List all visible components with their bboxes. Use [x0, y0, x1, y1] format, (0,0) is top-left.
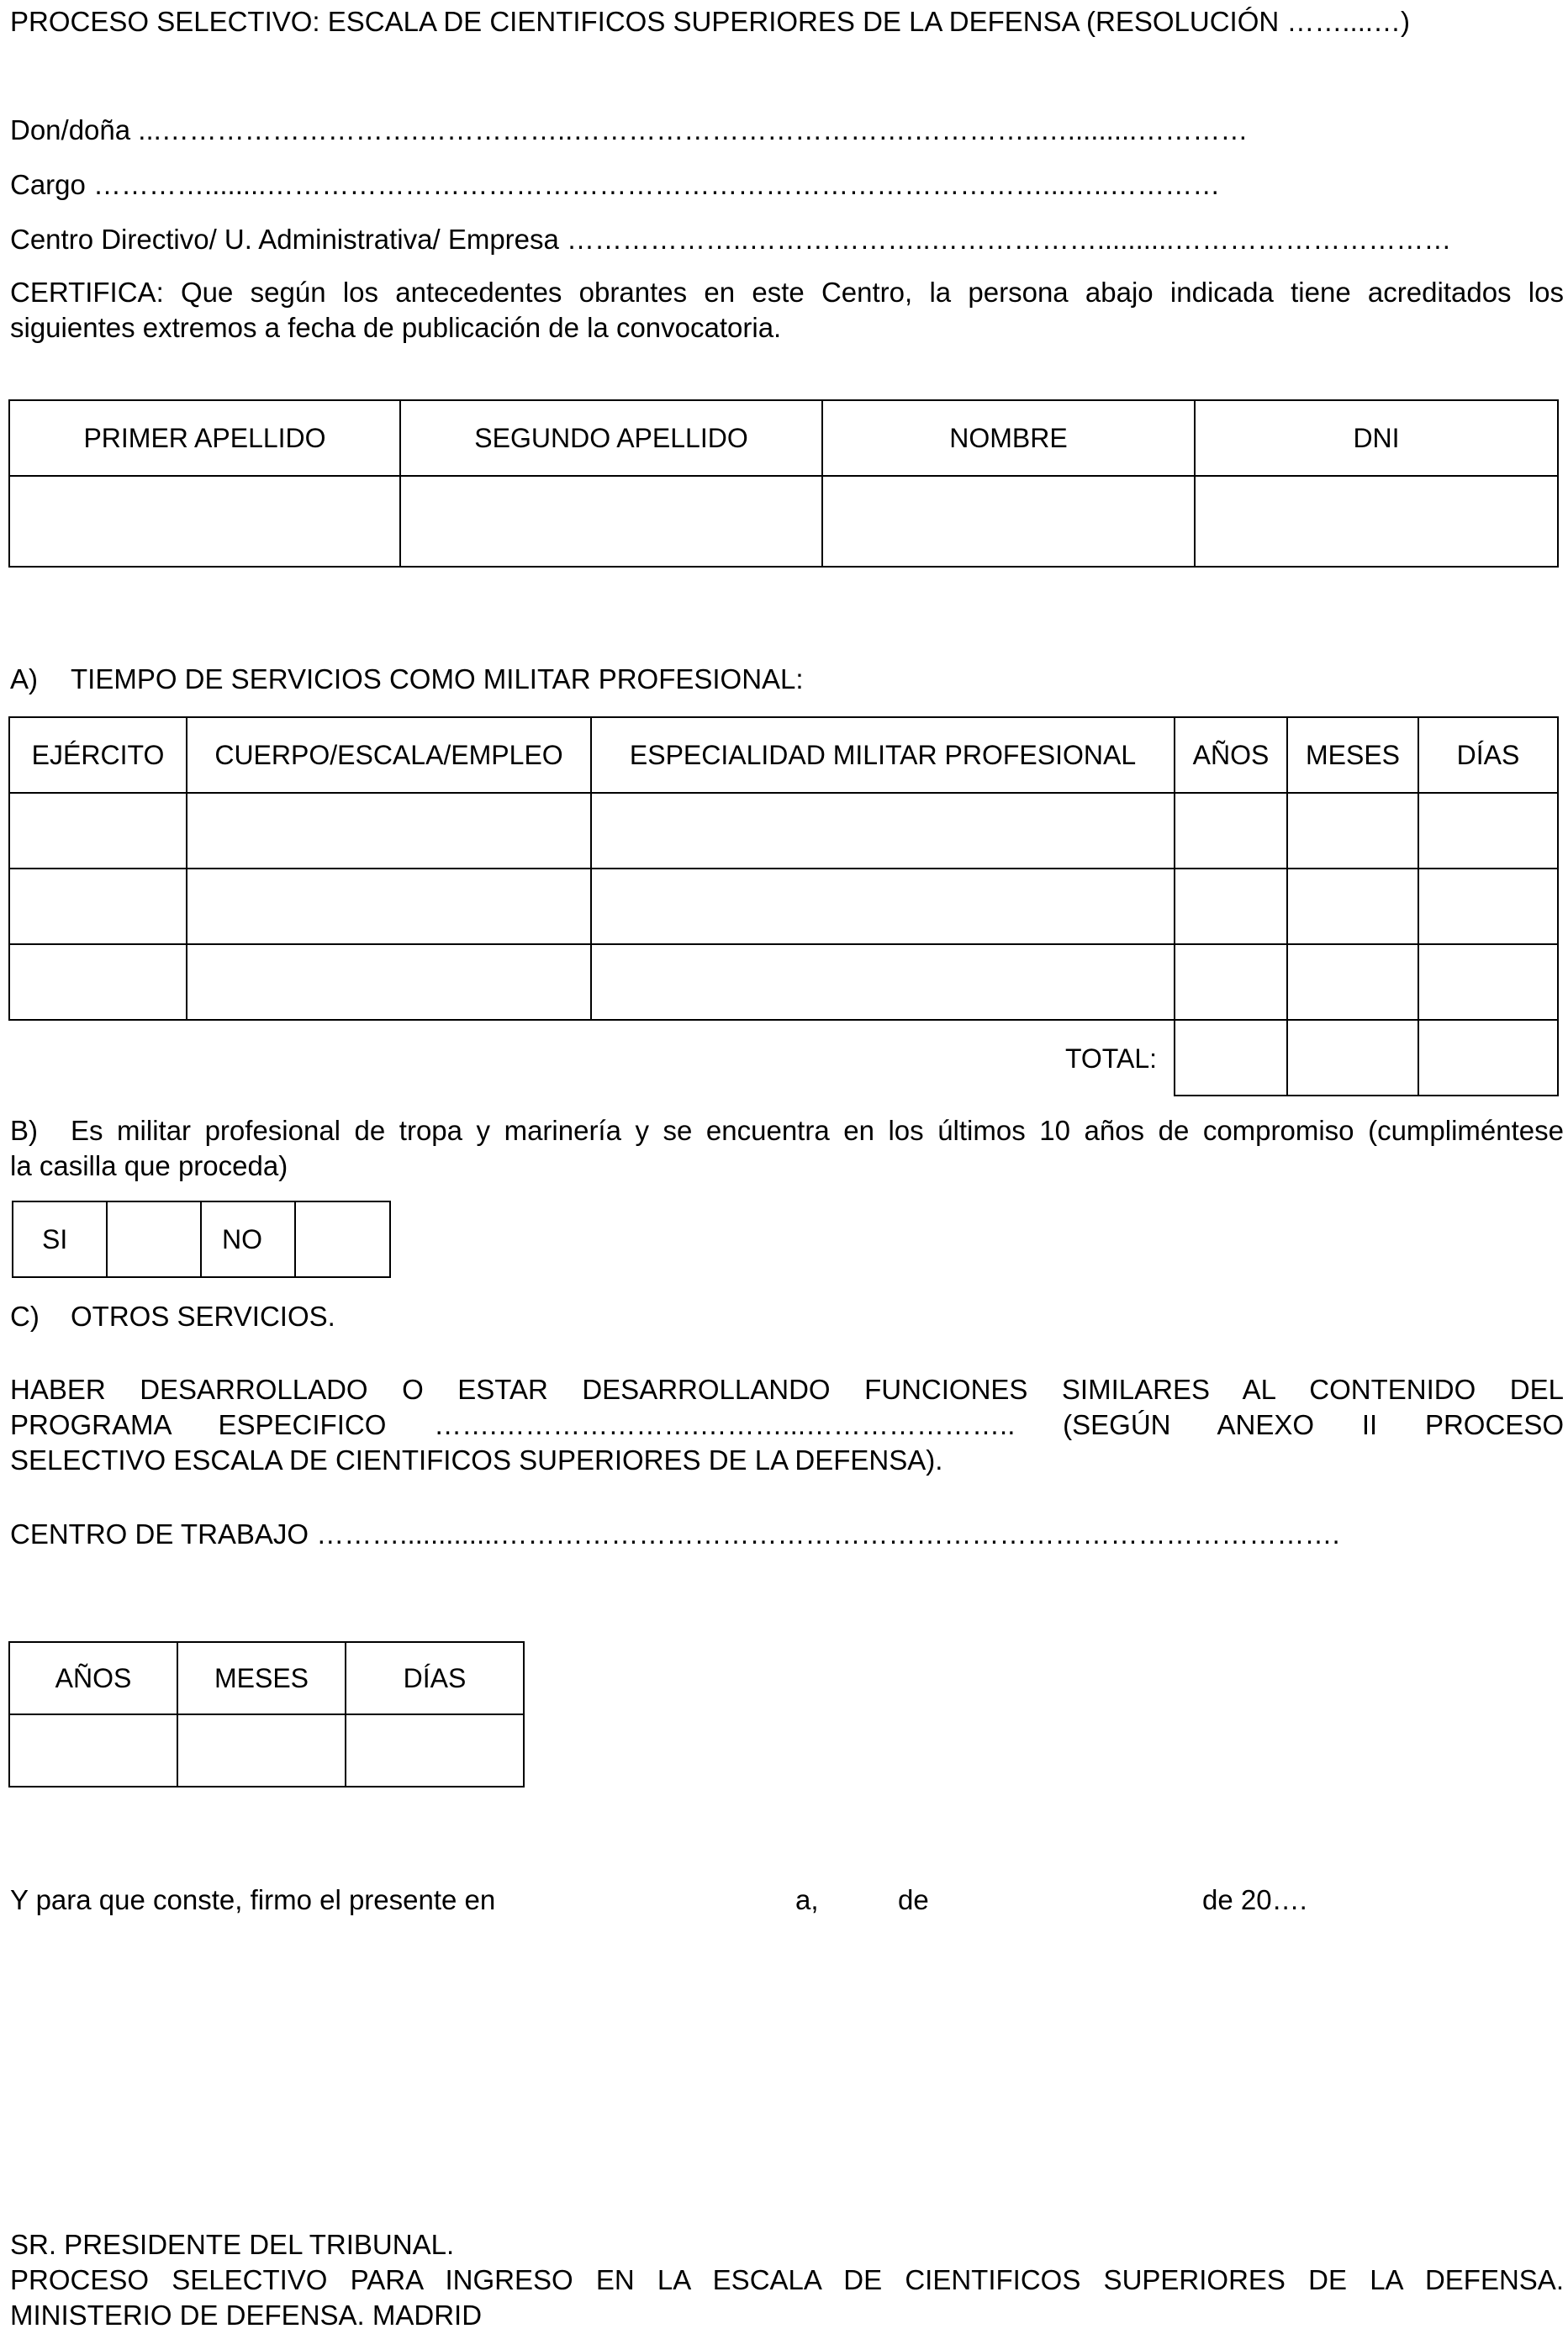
table-cell[interactable]	[9, 793, 187, 869]
meses-cell[interactable]	[177, 1714, 346, 1787]
document-title: PROCESO SELECTIVO: ESCALA DE CIENTIFICOS SUPERIORES DE LA DEFENSA (RESOLUCIÓN ……....…)	[10, 6, 1411, 37]
table-cell[interactable]	[187, 869, 591, 944]
table-cell[interactable]	[1287, 869, 1418, 944]
section-c-para-line-2: PROGRAMA ESPECIFICO …….………………….………...………………….. (SEGÚN ANEXO II PROCESO	[10, 1409, 1564, 1440]
closing-a: a,	[795, 1884, 819, 1915]
don-dona-field: Don/doña ...……………………….……………..……………………………….…………..….........…………	[10, 114, 1249, 145]
dni-cell[interactable]	[1195, 476, 1558, 567]
certifica-line-1: CERTIFICA: Que según los antecedentes obrantes en este Centro, la persona abajo indicada tiene acreditados los	[10, 277, 1564, 308]
header-cuerpo-escala-empleo: CUERPO/ESCALA/EMPLEO	[187, 717, 591, 793]
footer-line-3: MINISTERIO DE DEFENSA. MADRID	[10, 2300, 483, 2331]
si-label: SI	[13, 1201, 107, 1277]
table-cell[interactable]	[591, 793, 1175, 869]
section-b-letter: B)	[10, 1115, 38, 1146]
section-b-line-1	[10, 1114, 1564, 1148]
dias-cell[interactable]	[346, 1714, 524, 1787]
table-cell[interactable]	[187, 944, 591, 1020]
table-cell[interactable]	[1175, 793, 1287, 869]
no-label: NO	[201, 1201, 295, 1277]
table-cell[interactable]	[1175, 944, 1287, 1020]
section-a-heading	[10, 663, 804, 696]
header-nombre: NOMBRE	[822, 400, 1195, 476]
table-cell[interactable]	[1287, 793, 1418, 869]
closing-de-2: de 20….	[1202, 1884, 1307, 1915]
si-no-table	[12, 1201, 391, 1278]
no-checkbox[interactable]	[295, 1201, 390, 1277]
footer-line-2: PROCESO SELECTIVO PARA INGRESO EN LA ESCALA DE CIENTIFICOS SUPERIORES DE LA DEFENSA.	[10, 2264, 1564, 2295]
table-cell[interactable]	[9, 944, 187, 1020]
section-c-heading	[10, 1300, 335, 1333]
section-c-para-line-3: SELECTIVO ESCALA DE CIENTIFICOS SUPERIORES DE LA DEFENSA).	[10, 1444, 943, 1476]
si-checkbox[interactable]	[107, 1201, 201, 1277]
header-primer-apellido: PRIMER APELLIDO	[9, 400, 400, 476]
anos-cell[interactable]	[9, 1714, 177, 1787]
cargo-field: Cargo …………........…………………………………………………………………………...…..…………	[10, 169, 1221, 200]
header-especialidad: ESPECIALIDAD MILITAR PROFESIONAL	[591, 717, 1175, 793]
section-c-title: OTROS SERVICIOS.	[71, 1301, 335, 1332]
table-cell[interactable]	[1287, 944, 1418, 1020]
centro-directivo-field: Centro Directivo/ U. Administrativa/ Empresa ………………..………………..………………..........…………………………	[10, 224, 1452, 255]
section-b-text: Es militar profesional de tropa y marinería y se encuentra en los últimos 10 años de compromiso (cumpliméntese	[71, 1115, 1564, 1146]
total-meses-cell[interactable]	[1287, 1020, 1418, 1096]
header-dias: DÍAS	[1418, 717, 1558, 793]
other-services-table	[8, 1641, 525, 1787]
header-anos: AÑOS	[9, 1642, 177, 1714]
total-label: TOTAL:	[1064, 1043, 1157, 1074]
section-c-letter: C)	[10, 1301, 40, 1332]
table-cell[interactable]	[1418, 793, 1558, 869]
table-cell[interactable]	[591, 944, 1175, 1020]
military-service-table	[8, 716, 1559, 1096]
table-cell[interactable]	[187, 793, 591, 869]
section-a-letter: A)	[10, 663, 38, 694]
segundo-apellido-cell[interactable]	[400, 476, 822, 567]
table-cell[interactable]	[1175, 869, 1287, 944]
closing-text: Y para que conste, firmo el presente en	[10, 1884, 496, 1915]
primer-apellido-cell[interactable]	[9, 476, 400, 567]
header-segundo-apellido: SEGUNDO APELLIDO	[400, 400, 822, 476]
section-b-line-2: la casilla que proceda)	[10, 1150, 288, 1181]
header-meses: MESES	[177, 1642, 346, 1714]
header-meses: MESES	[1287, 717, 1418, 793]
table-cell[interactable]	[9, 869, 187, 944]
table-cell[interactable]	[591, 869, 1175, 944]
closing-de-1: de	[898, 1884, 929, 1915]
identity-table	[8, 399, 1559, 568]
header-dias: DÍAS	[346, 1642, 524, 1714]
header-anos: AÑOS	[1175, 717, 1287, 793]
certifica-line-2: siguientes extremos a fecha de publicación de la convocatoria.	[10, 312, 782, 343]
header-dni: DNI	[1195, 400, 1558, 476]
section-a-title: TIEMPO DE SERVICIOS COMO MILITAR PROFESIONAL:	[71, 663, 804, 694]
section-c-para-line-1: HABER DESARROLLADO O ESTAR DESARROLLANDO FUNCIONES SIMILARES AL CONTENIDO DEL	[10, 1374, 1564, 1405]
table-cell[interactable]	[1418, 869, 1558, 944]
header-ejercito: EJÉRCITO	[9, 717, 187, 793]
nombre-cell[interactable]	[822, 476, 1195, 567]
total-anos-cell[interactable]	[1175, 1020, 1287, 1096]
total-dias-cell[interactable]	[1418, 1020, 1558, 1096]
centro-trabajo-field: CENTRO DE TRABAJO ……….............……………………………………………………………………………….	[10, 1518, 1340, 1550]
footer-line-1: SR. PRESIDENTE DEL TRIBUNAL.	[10, 2229, 455, 2260]
table-cell[interactable]	[1418, 944, 1558, 1020]
